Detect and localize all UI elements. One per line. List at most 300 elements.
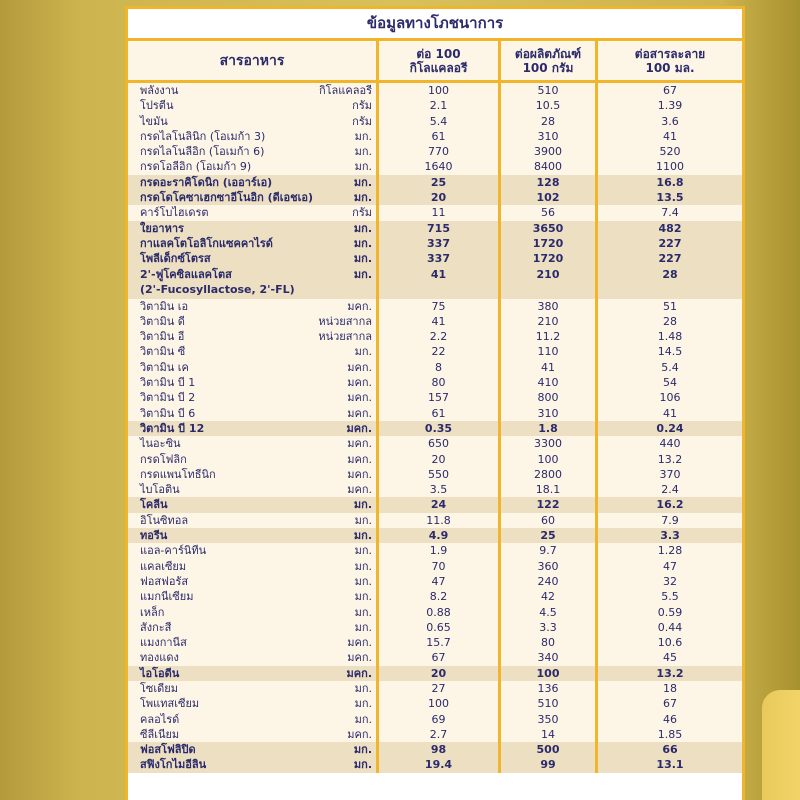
- nutrient-cell: [128, 406, 379, 421]
- value-per-kcal: 20: [379, 666, 501, 681]
- value-per-kcal: 25: [379, 175, 501, 190]
- table-row: [128, 712, 742, 727]
- value-per-kcal: 11: [379, 205, 501, 220]
- nutrient-cell: [128, 650, 379, 665]
- nutrient-cell: [128, 114, 379, 129]
- table-row: [128, 98, 742, 113]
- value-per-kcal: 8.2: [379, 589, 501, 604]
- value-per-kcal: 0.65: [379, 620, 501, 635]
- value-per-100g: 310: [501, 129, 598, 144]
- nutrient-cell: [128, 360, 379, 375]
- value-per-kcal: 1640: [379, 159, 501, 174]
- nutrient-cell: [128, 757, 379, 772]
- value-per-100ml: 41: [663, 406, 677, 420]
- nutrient-name: โซเดียม: [140, 681, 178, 695]
- nutrient-cell: [128, 589, 379, 604]
- table-row: [128, 436, 742, 451]
- table-row: [128, 574, 742, 589]
- nutrient-name: กรดแพนโทธีนิก: [140, 467, 216, 481]
- table-row: [128, 696, 742, 711]
- table-row: [128, 375, 742, 390]
- value-per-100ml: 1100: [656, 160, 684, 174]
- table-title: ข้อมูลทางโภชนาการ: [128, 9, 742, 41]
- value-per-100g: 350: [501, 712, 598, 727]
- table-row: [128, 267, 742, 299]
- value-per-100ml: 13.1: [656, 758, 684, 772]
- table-row: [128, 190, 742, 205]
- nutrient-name: กรดโฟลิก: [140, 452, 187, 466]
- nutrient-cell: [128, 482, 379, 497]
- table-row: [128, 513, 742, 528]
- value-per-kcal: 157: [379, 390, 501, 405]
- nutrient-cell: [128, 467, 379, 482]
- value-per-100ml: 14.5: [657, 345, 683, 359]
- value-per-100g: 800: [501, 390, 598, 405]
- table-row: [128, 635, 742, 650]
- table-row: [128, 236, 742, 251]
- nutrient-cell: [128, 452, 379, 467]
- nutrient-unit: มคก.: [347, 651, 372, 665]
- nutrient-unit: มคก.: [347, 437, 372, 451]
- value-per-100ml: 0.44: [657, 620, 683, 634]
- value-per-kcal: 80: [379, 375, 501, 390]
- value-per-100g: 41: [501, 360, 598, 375]
- nutrient-cell: [128, 543, 379, 558]
- value-per-100ml: 16.2: [656, 498, 684, 512]
- header-per-100g: [501, 41, 598, 80]
- value-per-100ml: 3.3: [660, 529, 680, 543]
- nutrient-name: กรดโอลีอิก (โอเมก้า 9): [140, 160, 252, 174]
- nutrient-name: กาแลคโตโอลิโกแซคคาไรด์: [140, 236, 273, 250]
- nutrition-panel: [125, 6, 745, 800]
- nutrient-name: ทองแดง: [140, 651, 179, 665]
- nutrient-unit: มก.: [354, 712, 372, 726]
- nutrient-unit: มคก.: [347, 376, 372, 390]
- value-per-100ml: 41: [663, 129, 677, 143]
- table-row: [128, 299, 742, 314]
- value-per-100ml: 1.85: [657, 727, 683, 741]
- nutrient-unit: มก.: [354, 513, 372, 527]
- value-per-100g: 102: [501, 190, 598, 205]
- value-per-100ml: 520: [659, 145, 681, 159]
- value-per-kcal: 20: [379, 190, 501, 205]
- nutrient-cell: [128, 605, 379, 620]
- table-row: [128, 421, 742, 436]
- value-per-kcal: 770: [379, 144, 501, 159]
- header-per-100ml: [598, 41, 742, 80]
- value-per-100g: 42: [501, 589, 598, 604]
- nutrient-name: ฟอสฟอรัส: [140, 574, 189, 588]
- nutrient-cell: [128, 635, 379, 650]
- nutrient-name: โพลีเด็กซ์โตรส: [140, 252, 211, 266]
- nutrient-name: ไอโอดีน: [140, 666, 180, 680]
- value-per-kcal: 67: [379, 650, 501, 665]
- value-per-100ml: 47: [663, 559, 677, 573]
- value-per-kcal: 5.4: [379, 114, 501, 129]
- value-per-kcal: 100: [379, 83, 501, 98]
- table-row: [128, 543, 742, 558]
- header-per-100ml-line1: ต่อสารละลาย: [634, 46, 706, 61]
- nutrient-name: โปรตีน: [140, 99, 174, 113]
- nutrient-unit: มคก.: [347, 636, 372, 650]
- value-per-100ml: 370: [659, 467, 681, 481]
- table-row: [128, 742, 742, 757]
- value-per-kcal: 27: [379, 681, 501, 696]
- value-per-kcal: 650: [379, 436, 501, 451]
- nutrient-name: สังกะสี: [140, 620, 172, 634]
- value-per-100g: 11.2: [501, 329, 598, 344]
- value-per-100g: 10.5: [501, 98, 598, 113]
- nutrient-unit: หน่วยสากล: [318, 330, 372, 344]
- value-per-kcal: 8: [379, 360, 501, 375]
- header-per-100g-line2: 100 กรัม: [522, 60, 574, 75]
- nutrient-unit: มก.: [353, 175, 372, 189]
- nutrient-unit: มก.: [354, 345, 372, 359]
- value-per-kcal: 11.8: [379, 513, 501, 528]
- value-per-100g: 340: [501, 650, 598, 665]
- nutrient-unit: มก.: [354, 574, 372, 588]
- header-per-kcal-line1: ต่อ 100: [416, 46, 461, 61]
- nutrient-unit: มก.: [354, 605, 372, 619]
- table-row: [128, 467, 742, 482]
- nutrient-name: อิโนซิทอล: [140, 513, 189, 527]
- value-per-100g: 56: [501, 205, 598, 220]
- nutrient-cell: [128, 144, 379, 159]
- value-per-100ml: 5.5: [661, 590, 679, 604]
- value-per-100ml: 227: [658, 252, 682, 266]
- nutrient-cell: [128, 175, 379, 190]
- value-per-100ml: 10.6: [657, 636, 683, 650]
- value-per-kcal: 98: [379, 742, 501, 757]
- value-per-100ml: 67: [663, 84, 677, 97]
- value-per-100g: 18.1: [501, 482, 598, 497]
- table-row: [128, 650, 742, 665]
- nutrient-cell: [128, 375, 379, 390]
- value-per-100ml: 1.48: [657, 330, 683, 344]
- nutrient-unit: มก.: [354, 160, 372, 174]
- table-row: [128, 589, 742, 604]
- nutrient-name: ไบโอติน: [140, 483, 180, 497]
- value-per-100g: 99: [501, 757, 598, 772]
- nutrient-cell: [128, 344, 379, 359]
- value-per-100g: 110: [501, 344, 598, 359]
- value-per-100g: 25: [501, 528, 598, 543]
- header-per-kcal: [379, 41, 501, 80]
- value-per-100ml: 106: [659, 391, 681, 405]
- table-row: [128, 83, 742, 98]
- nutrient-unit: มก.: [353, 191, 372, 205]
- value-per-kcal: 47: [379, 574, 501, 589]
- nutrient-name: แมกนีเซียม: [140, 590, 194, 604]
- value-per-100ml: 1.28: [657, 544, 683, 558]
- nutrient-unit: มคก.: [346, 666, 372, 680]
- nutrient-unit: มก.: [354, 681, 372, 695]
- nutrient-unit: มก.: [353, 529, 372, 543]
- nutrient-unit: มก.: [354, 544, 372, 558]
- nutrient-name: ฟอสโฟลิปิด: [140, 743, 196, 757]
- value-per-100g: 1720: [501, 236, 598, 251]
- value-per-100ml: 51: [663, 299, 677, 313]
- value-per-100ml: 7.4: [661, 206, 679, 220]
- nutrient-unit: มคก.: [347, 452, 372, 466]
- nutrient-name: สฟิงโกไมอีลิน: [140, 758, 207, 772]
- nutrient-name: วิตามิน ดี: [140, 314, 185, 328]
- value-per-kcal: 20: [379, 452, 501, 467]
- value-per-100g: 380: [501, 299, 598, 314]
- value-per-kcal: 70: [379, 559, 501, 574]
- value-per-100ml: 66: [662, 743, 678, 757]
- value-per-kcal: 337: [379, 251, 501, 266]
- header-per-kcal-line2: กิโลแคลอรี: [409, 60, 468, 75]
- value-per-100ml: 67: [663, 697, 677, 711]
- table-row: [128, 329, 742, 344]
- table-row: [128, 175, 742, 190]
- nutrient-unit: มคก.: [347, 299, 372, 313]
- value-per-100ml: 18: [663, 681, 677, 695]
- nutrient-unit: มก.: [353, 236, 372, 250]
- nutrient-unit: มก.: [354, 129, 372, 143]
- value-per-100g: 1720: [501, 251, 598, 266]
- table-row: [128, 205, 742, 220]
- table-row: [128, 666, 742, 681]
- value-per-100ml: 0.24: [656, 421, 684, 435]
- nutrient-name: วิตามิน อี: [140, 330, 185, 344]
- nutrient-name: ซีลีเนียม: [140, 727, 180, 741]
- table-row: [128, 129, 742, 144]
- value-per-kcal: 3.5: [379, 482, 501, 497]
- value-per-kcal: 2.1: [379, 98, 501, 113]
- nutrient-name: กรดไลโนลีอิก (โอเมก้า 6): [140, 145, 265, 159]
- value-per-100g: 4.5: [501, 605, 598, 620]
- table-row: [128, 605, 742, 620]
- value-per-kcal: 61: [379, 406, 501, 421]
- nutrient-cell: [128, 314, 379, 329]
- value-per-100ml: 28: [663, 314, 677, 328]
- nutrient-cell: [128, 528, 379, 543]
- nutrient-name: กรดโดโคซาเฮกซาอีโนอิก (ดีเอชเอ): [140, 191, 313, 205]
- table-row: [128, 727, 742, 742]
- value-per-kcal: 2.2: [379, 329, 501, 344]
- value-per-100ml: 227: [658, 236, 682, 250]
- value-per-100ml: 2.4: [661, 483, 679, 497]
- value-per-100ml: 0.59: [657, 605, 683, 619]
- value-per-100g: 240: [501, 574, 598, 589]
- value-per-100ml: 482: [658, 221, 682, 235]
- nutrient-cell: [128, 390, 379, 405]
- nutrient-name: โพแทสเซียม: [140, 697, 200, 711]
- nutrient-name: 2'-ฟูโคซิลแลคโตส: [140, 267, 232, 281]
- value-per-100ml: 440: [659, 437, 681, 451]
- nutrient-name: วิตามิน เอ: [140, 299, 189, 313]
- value-per-100g: 3300: [501, 436, 598, 451]
- nutrient-unit: มก.: [354, 145, 372, 159]
- nutrient-name: วิตามิน เค: [140, 360, 189, 374]
- value-per-100g: 122: [501, 497, 598, 512]
- nutrient-cell: [128, 513, 379, 528]
- value-per-100g: 410: [501, 375, 598, 390]
- value-per-100g: 310: [501, 406, 598, 421]
- nutrient-cell: [128, 129, 379, 144]
- nutrient-unit: มก.: [353, 252, 372, 266]
- nutrient-unit: กรัม: [352, 99, 372, 113]
- value-per-kcal: 19.4: [379, 757, 501, 772]
- value-per-100g: 360: [501, 559, 598, 574]
- table-row: [128, 221, 742, 236]
- table-row: [128, 406, 742, 421]
- header-per-100g-line1: ต่อผลิตภัณฑ์: [514, 46, 582, 61]
- nutrient-subname: (2'-Fucosyllactose, 2'-FL): [140, 282, 295, 296]
- table-row: [128, 452, 742, 467]
- value-per-100ml: 5.4: [661, 360, 679, 374]
- nutrient-cell: [128, 436, 379, 451]
- nutrient-cell: [128, 205, 379, 220]
- value-per-100ml: 7.9: [661, 513, 679, 527]
- nutrient-name: วิตามิน บี 2: [140, 391, 196, 405]
- nutrient-unit: กรัม: [352, 206, 372, 220]
- value-per-kcal: 1.9: [379, 543, 501, 558]
- nutrient-name: วิตามิน บี 6: [140, 406, 196, 420]
- nutrient-name: แคลเซียม: [140, 559, 187, 573]
- table-row: [128, 159, 742, 174]
- table-header: [128, 41, 742, 83]
- nutrient-cell: [128, 620, 379, 635]
- nutrient-cell: [128, 727, 379, 742]
- value-per-kcal: 0.88: [379, 605, 501, 620]
- table-row: [128, 559, 742, 574]
- table-row: [128, 497, 742, 512]
- value-per-100g: 80: [501, 635, 598, 650]
- value-per-100g: 28: [501, 114, 598, 129]
- background-edge: [762, 690, 800, 800]
- value-per-100ml: 46: [663, 712, 677, 726]
- nutrient-unit: หน่วยสากล: [318, 314, 372, 328]
- value-per-100g: 100: [501, 452, 598, 467]
- nutrient-unit: มคก.: [347, 467, 372, 481]
- value-per-100ml: 16.8: [656, 175, 684, 189]
- nutrient-name: กรดอะราคิโดนิก (เออาร์เอ): [140, 175, 273, 189]
- nutrient-unit: มคก.: [347, 727, 372, 741]
- nutrient-unit: มคก.: [347, 360, 372, 374]
- value-per-kcal: 4.9: [379, 528, 501, 543]
- nutrient-unit: มก.: [353, 267, 372, 281]
- value-per-100ml: 13.5: [656, 191, 684, 205]
- nutrient-cell: [128, 712, 379, 727]
- value-per-kcal: 24: [379, 497, 501, 512]
- value-per-kcal: 69: [379, 712, 501, 727]
- value-per-kcal: 550: [379, 467, 501, 482]
- nutrient-name: วิตามิน ซี: [140, 345, 186, 359]
- nutrient-name: คลอไรด์: [140, 712, 180, 726]
- nutrient-name: ไนอะซิน: [140, 437, 181, 451]
- value-per-100g: 136: [501, 681, 598, 696]
- value-per-100g: 210: [501, 314, 598, 329]
- value-per-100g: 9.7: [501, 543, 598, 558]
- value-per-100g: 100: [501, 666, 598, 681]
- value-per-100g: 8400: [501, 159, 598, 174]
- table-row: [128, 757, 742, 772]
- nutrient-cell: [128, 221, 379, 236]
- nutrient-cell: [128, 681, 379, 696]
- value-per-100g: 60: [501, 513, 598, 528]
- nutrient-cell: [128, 236, 379, 251]
- table-row: [128, 620, 742, 635]
- value-per-100ml: 28: [662, 267, 678, 281]
- value-per-kcal: 61: [379, 129, 501, 144]
- nutrient-unit: มคก.: [347, 483, 372, 497]
- value-per-kcal: 15.7: [379, 635, 501, 650]
- nutrient-name: ใยอาหาร: [140, 221, 184, 235]
- value-per-100ml: 32: [663, 574, 677, 588]
- value-per-100g: 128: [501, 175, 598, 190]
- nutrient-unit: กรัม: [352, 114, 372, 128]
- nutrient-unit: มก.: [354, 620, 372, 634]
- table-row: [128, 314, 742, 329]
- nutrient-cell: [128, 251, 379, 266]
- nutrient-unit: มก.: [353, 743, 372, 757]
- nutrient-cell: [128, 267, 379, 299]
- value-per-kcal: 2.7: [379, 727, 501, 742]
- value-per-kcal: 41: [379, 267, 501, 299]
- value-per-kcal: 22: [379, 344, 501, 359]
- header-per-100ml-line2: 100 มล.: [645, 60, 695, 75]
- table-row: [128, 681, 742, 696]
- table-row: [128, 251, 742, 266]
- table-row: [128, 390, 742, 405]
- value-per-100g: 3650: [501, 221, 598, 236]
- value-per-100g: 14: [501, 727, 598, 742]
- nutrient-cell: [128, 421, 379, 436]
- nutrient-name: แมงกานีส: [140, 636, 187, 650]
- nutrient-cell: [128, 329, 379, 344]
- nutrient-name: ทอรีน: [140, 529, 168, 543]
- value-per-kcal: 0.35: [379, 421, 501, 436]
- nutrient-name: คาร์โบไฮเดรต: [140, 206, 209, 220]
- nutrient-name: วิตามิน บี 1: [140, 376, 196, 390]
- value-per-100ml: 54: [663, 376, 677, 390]
- value-per-100g: 210: [501, 267, 598, 299]
- table-row: [128, 344, 742, 359]
- nutrient-cell: [128, 559, 379, 574]
- nutrient-name: พลังงาน: [140, 84, 179, 97]
- nutrient-unit: มคก.: [347, 391, 372, 405]
- value-per-100g: 2800: [501, 467, 598, 482]
- nutrient-cell: [128, 666, 379, 681]
- value-per-100ml: 13.2: [656, 666, 684, 680]
- nutrient-unit: กิโลแคลอรี: [318, 84, 372, 97]
- value-per-100ml: 45: [663, 651, 677, 665]
- table-row: [128, 482, 742, 497]
- header-nutrient: สารอาหาร: [128, 41, 379, 80]
- nutrient-cell: [128, 98, 379, 113]
- nutrient-name: แอล-คาร์นิทีน: [140, 544, 207, 558]
- nutrient-name: วิตามิน บี 12: [140, 421, 205, 435]
- value-per-kcal: 75: [379, 299, 501, 314]
- nutrient-unit: มคก.: [346, 421, 372, 435]
- table-body: [128, 83, 742, 773]
- value-per-100g: 500: [501, 742, 598, 757]
- nutrient-unit: มก.: [353, 221, 372, 235]
- nutrient-cell: [128, 190, 379, 205]
- nutrient-unit: มคก.: [347, 406, 372, 420]
- nutrient-name: ไขมัน: [140, 114, 168, 128]
- nutrient-cell: [128, 574, 379, 589]
- value-per-kcal: 337: [379, 236, 501, 251]
- value-per-100g: 510: [501, 696, 598, 711]
- table-row: [128, 114, 742, 129]
- nutrient-name: โคลีน: [140, 498, 168, 512]
- nutrient-unit: มก.: [354, 559, 372, 573]
- nutrient-cell: [128, 742, 379, 757]
